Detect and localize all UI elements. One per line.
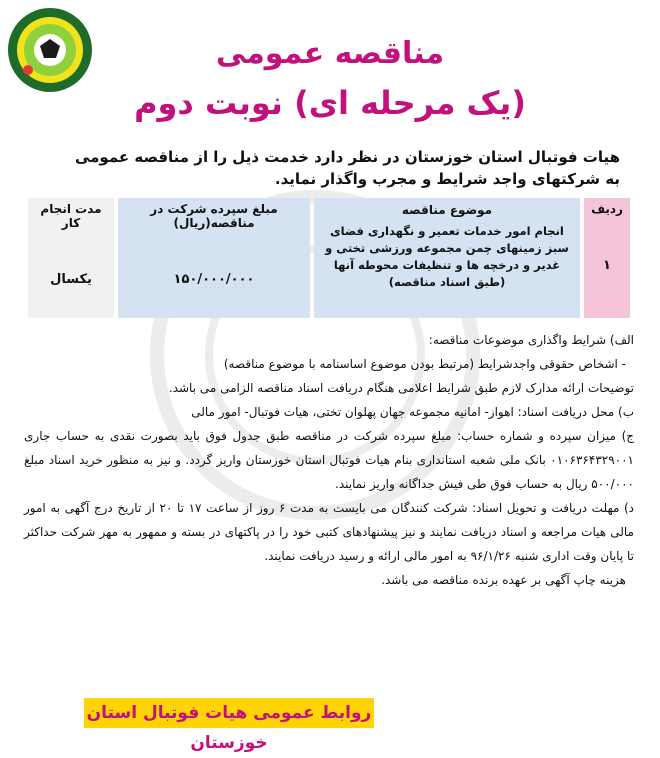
public-relations-signature: روابط عمومی هیات فوتبال استان خوزستان [84,698,374,728]
deposit-amount-cell [118,198,310,318]
notice-title: مناقصه عمومی [215,36,445,71]
subject-value: انجام امور خدمات تعمیر و نگهداری فضای سبز زمینهای چمن مجموعه ورزشی تختی و غدیر و درخچه ها و تنظیفات محوطه آنها (طبق اسناد مناقصه) [325,224,569,289]
notice-subtitle: (یک مرحله ای) نوبت دوم [134,84,526,122]
subject-header: موضوع مناقصه [401,203,493,217]
duration-value: یکسال [50,272,92,287]
section-dal: د) مهلت دریافت و تحویل اسناد: شرکت کنندگان می بایست به مدت ۶ روز از ساعت ۱۷ تا ۲۰ از تاریخ درج آگهی به امور مالی هیات مراجعه و اسناد دریافت نمایند و نیز پیشنهادهای کتبی خود را در پاکتهای در بسته و ممهور به مهر شرکت حداکثر تا پایان وقت اداری شنبه ۹۶/۱/۲۶ به امور مالی ارائه و رسید دریافت نمایند. [24,501,635,563]
deposit-amount-value: ۱۵۰/۰۰۰/۰۰۰ [173,272,255,287]
subject-cell [314,198,580,318]
printing-cost-note: هزینه چاپ آگهی بر عهده برنده مناقصه می باشد. [381,573,626,587]
row-number-cell [584,198,630,318]
section-alef-item: - اشخاص حقوقی واجدشرایط (مرتبط بودن موضوع اساسنامه با موضوع مناقصه) [223,357,626,371]
intro-line-1: هیات فوتبال استان خوزستان در نظر دارد خدمت ذیل را از مناقصه عمومی [74,148,620,166]
section-alef-heading: الف) شرایط واگذاری موضوعات مناقصه: [428,333,634,347]
duration-header: مدت انجام کار [40,202,102,230]
row-number-header: ردیف [591,202,623,216]
intro-text [40,146,620,190]
section-be: ب) محل دریافت اسناد: اهواز- امانیه مجموعه جهان پهلوان تختی، هیات فوتبال- امور مالی [191,405,634,419]
tender-table [28,198,630,318]
conditions-text [24,328,634,592]
section-alef-note: توضیحات ارائه مدارک لازم طبق شرایط اعلامی هنگام دریافت اسناد مناقصه الزامی می باشد. [168,381,634,395]
row-number-value: ۱ [603,258,611,273]
intro-line-2: به شرکتهای واجد شرایط و مجرب واگذار نماید. [274,170,620,188]
section-jim: ج) میزان سپرده و شماره حساب: مبلغ سپرده شرکت در مناقصه طبق جدول فوق باید بصورت نقدی به حساب جاری ۰۱۰۶۳۶۴۳۲۹۰۰۱ بانک ملی شعبه استانداری بنام هیات فوتبال استان خوزستان واریز گردد. و نیز به منظور خرید اسناد مبلغ ۵۰۰/۰۰۰ ریال به حساب فوق طی فیش جداگانه واریز نمایند. [24,429,634,491]
deposit-amount-header: مبلغ سپرده شرکت در مناقصه(ریال) [150,202,278,230]
duration-cell [28,198,114,318]
